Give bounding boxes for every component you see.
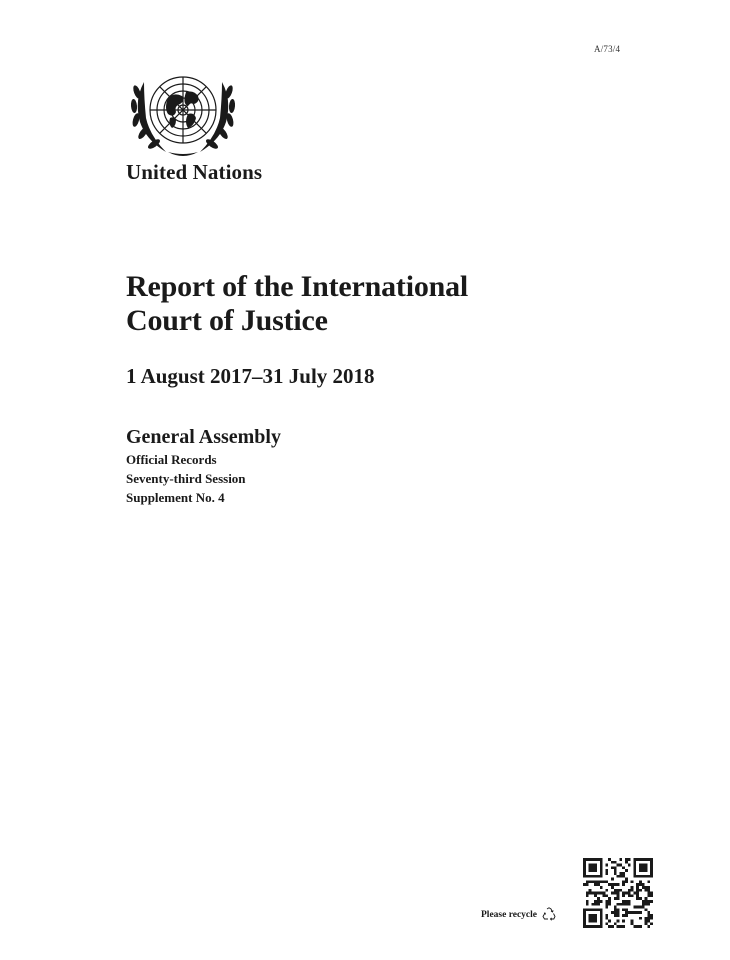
un-emblem-icon (124, 62, 242, 166)
report-period: 1 August 2017–31 July 2018 (126, 364, 375, 388)
assembly-block (126, 424, 281, 507)
report-title (126, 270, 468, 338)
official-records-label: Official Records (126, 452, 217, 467)
assembly-name: General Assembly (126, 426, 281, 448)
report-title-line-2: Court of Justice (126, 304, 328, 337)
qr-code-icon (583, 858, 653, 928)
recycle-note-text: Please recycle (481, 909, 537, 920)
recycle-icon (541, 907, 557, 922)
supplement-label: Supplement No. 4 (126, 490, 225, 505)
report-title-line-1: Report of the International (126, 270, 469, 303)
session-label: Seventy-third Session (126, 471, 246, 486)
organization-name: United Nations (126, 160, 263, 184)
recycle-note (481, 907, 557, 922)
document-symbol: A/73/4 (594, 44, 621, 54)
